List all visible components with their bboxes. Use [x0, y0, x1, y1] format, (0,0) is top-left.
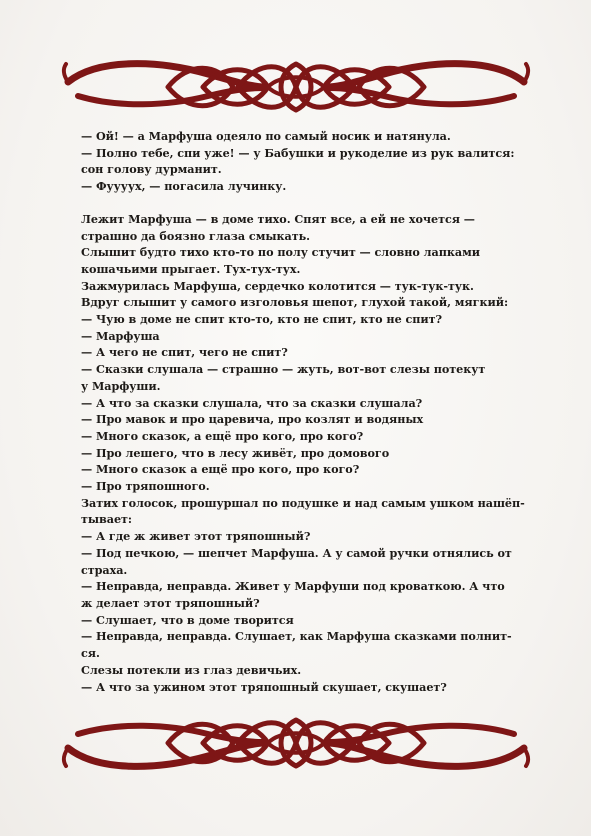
text-line: страха. [81, 562, 128, 577]
text-line: сон голову дурманит. [81, 162, 222, 177]
text-line: — Слушает, что в доме творится [81, 612, 294, 627]
text-line: — А чего не спит, чего не спит? [81, 345, 288, 360]
text-line: — Чую в доме не спит кто-то, кто не спит, кто не спит? [81, 312, 443, 327]
text-line: Лежит Марфуша — в доме тихо. Спят все, а ей не хочется — [81, 211, 475, 226]
story-text [81, 128, 525, 695]
text-line: — Под печкою, — шепчет Марфуша. А у самой ручки отнялись от [81, 545, 512, 560]
celtic-knot-ornament-bottom [58, 708, 534, 778]
text-line: — Про мавок и про царевича, про козлят и водяных [81, 412, 424, 427]
text-line: — Много сказок, а ещё про кого, про кого? [81, 428, 364, 443]
text-line: тывает: [81, 512, 132, 527]
text-line: страшно да боязно глаза смыкать. [81, 228, 311, 243]
text-line: кошачьими прыгает. Тух-тух-тух. [81, 261, 301, 276]
text-line: — Ой! — а Марфуша одеяло по самый носик и натянула. [81, 129, 451, 143]
text-line: Зажмурилась Марфуша, сердечко колотится — тук-тук-тук. [81, 278, 474, 293]
text-line: Вдруг слышит у самого изголовья шепот, глухой такой, мягкий: [81, 295, 509, 310]
text-line: у Марфуши. [81, 378, 161, 393]
text-line: — Марфуша [81, 328, 160, 343]
text-line: — Полно тебе, спи уже! — у Бабушки и рукоделие из рук валится: [81, 145, 515, 160]
text-line: ж делает этот тряпошный? [81, 595, 260, 610]
text-line: — Сказки слушала — страшно — жуть, вот-вот слезы потекут [81, 362, 486, 377]
text-line: — Про лешего, что в лесу живёт, про домового [81, 445, 390, 460]
text-line: Слышит будто тихо кто-то по полу стучит — словно лапками [81, 245, 480, 260]
text-line: — Про тряпошного. [81, 479, 210, 494]
text-line: — Неправда, неправда. Живет у Марфуши под кроваткою. А что [81, 579, 505, 594]
text-line: — Фуууух, — погасила лучинку. [81, 179, 287, 194]
text-line: — Неправда, неправда. Слушает, как Марфуша сказками полнит- [81, 629, 512, 644]
celtic-knot-ornament-top [58, 52, 534, 122]
text-line: ся. [81, 646, 100, 661]
text-line: — А что за сказки слушала, что за сказки слушала? [81, 395, 423, 410]
text-line: — Много сказок а ещё про кого, про кого? [81, 462, 360, 477]
text-line: — А что за ужином этот тряпошный скушает, скушает? [81, 679, 447, 694]
text-line: Слезы потекли из глаз девичьих. [81, 662, 302, 677]
text-line: — А где ж живет этот тряпошный? [81, 529, 311, 544]
text-line: Затих голосок, прошуршал по подушке и над самым ушком нашёп- [81, 495, 525, 510]
